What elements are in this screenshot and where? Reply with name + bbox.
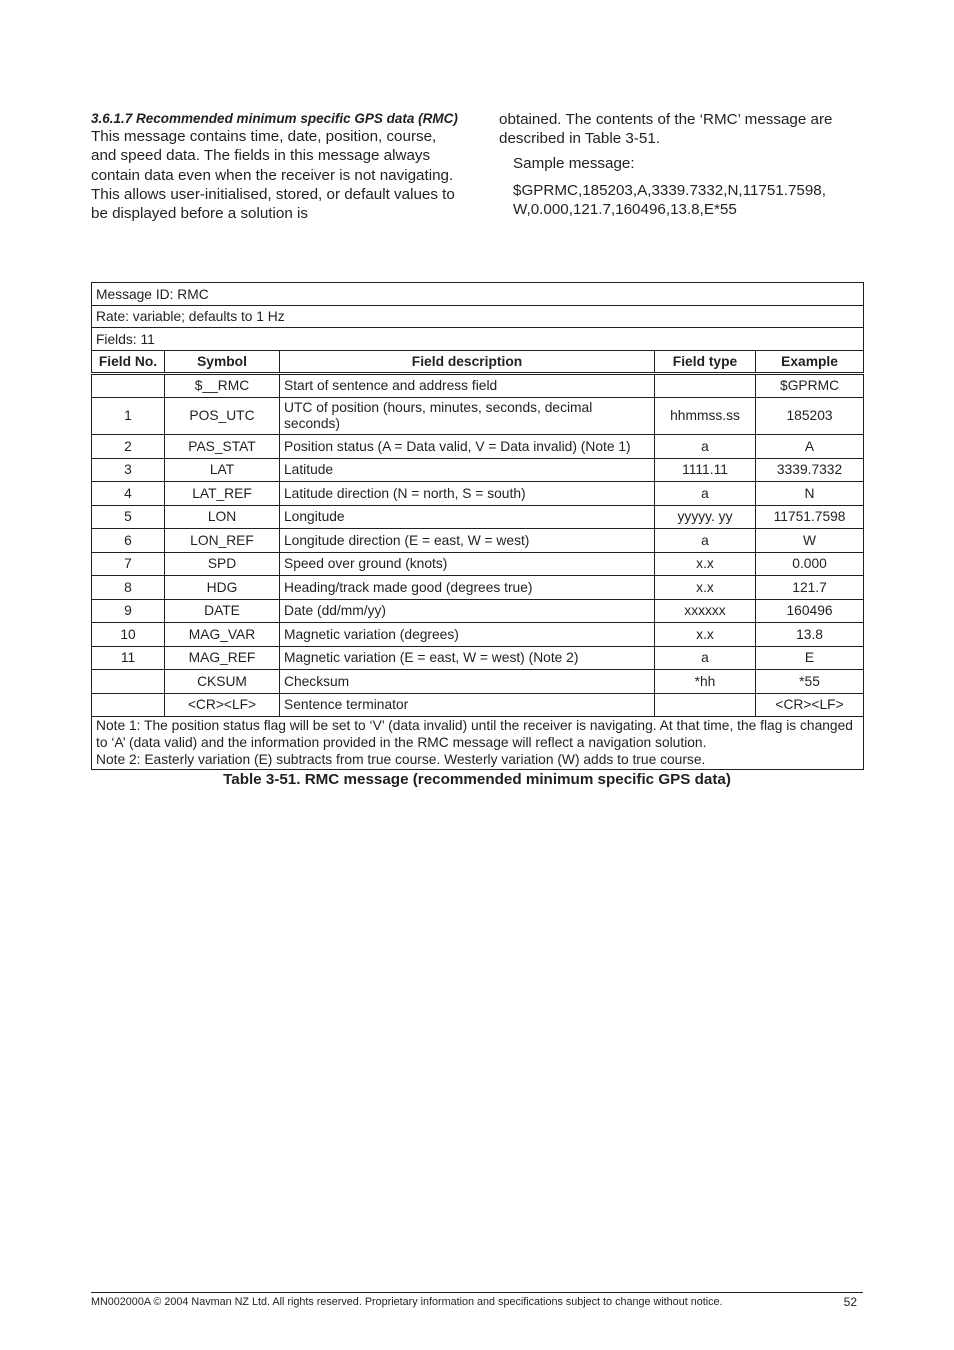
cell-field-no: 6 xyxy=(92,529,165,553)
table-caption: Table 3-51. RMC message (recommended minimum specific GPS data) xyxy=(223,771,731,788)
cell-field-no: 7 xyxy=(92,552,165,576)
cell-field-no: 8 xyxy=(92,576,165,600)
footer-copyright: MN002000A © 2004 Navman NZ Ltd. All rights reserved. Proprietary information and specifications subject to change without notice. xyxy=(91,1296,723,1308)
cell-description: UTC of position (hours, minutes, seconds, decimal seconds) xyxy=(280,398,655,435)
table-row xyxy=(92,693,864,717)
header-description: Field description xyxy=(280,350,655,373)
cell-field-no: 3 xyxy=(92,458,165,482)
cell-example: 13.8 xyxy=(756,623,864,647)
cell-description: Magnetic variation (degrees) xyxy=(280,623,655,647)
cell-symbol: LON xyxy=(165,505,280,529)
cell-example: 121.7 xyxy=(756,576,864,600)
table-row xyxy=(92,529,864,553)
cell-description: Latitude xyxy=(280,458,655,482)
table-row xyxy=(92,505,864,529)
header-type: Field type xyxy=(655,350,756,373)
cell-field-no: 4 xyxy=(92,482,165,506)
table-row xyxy=(92,623,864,647)
footer-divider xyxy=(91,1292,863,1293)
cell-description: Checksum xyxy=(280,670,655,694)
table-row xyxy=(92,398,864,435)
cell-symbol: LAT_REF xyxy=(165,482,280,506)
cell-description: Latitude direction (N = north, S = south) xyxy=(280,482,655,506)
header-symbol: Symbol xyxy=(165,350,280,373)
header-example: Example xyxy=(756,350,864,373)
cell-type: x.x xyxy=(655,552,756,576)
cell-example: *55 xyxy=(756,670,864,694)
cell-description: Speed over ground (knots) xyxy=(280,552,655,576)
page-number: 52 xyxy=(843,1295,857,1309)
table-info-row xyxy=(92,328,864,351)
table-row xyxy=(92,373,864,398)
cell-field-no: 10 xyxy=(92,623,165,647)
table-row xyxy=(92,646,864,670)
table-row xyxy=(92,482,864,506)
table-row xyxy=(92,670,864,694)
table-row xyxy=(92,435,864,459)
cell-symbol: HDG xyxy=(165,576,280,600)
note-1: Note 1: The position status flag will be set to ‘V’ (data invalid) until the receiver is navigating. At that time, the flag is changed to ‘A’ (data valid) and the information provided in the RMC message will reflect a navigation solution. xyxy=(96,718,853,750)
cell-field-no: 5 xyxy=(92,505,165,529)
message-id: Message ID: RMC xyxy=(92,283,864,306)
cell-symbol: LAT xyxy=(165,458,280,482)
cell-description: Heading/track made good (degrees true) xyxy=(280,576,655,600)
cell-description: Sentence terminator xyxy=(280,693,655,717)
cell-example: A xyxy=(756,435,864,459)
cell-type: x.x xyxy=(655,576,756,600)
sample-message: $GPRMC,185203,A,3339.7332,N,11751.7598, W,0.000,121.7,160496,13.8,E*55 xyxy=(513,181,826,219)
cell-example: 185203 xyxy=(756,398,864,435)
table-row xyxy=(92,552,864,576)
table-notes xyxy=(92,717,864,770)
cell-symbol: $__RMC xyxy=(165,373,280,398)
cell-description: Position status (A = Data valid, V = Data invalid) (Note 1) xyxy=(280,435,655,459)
cell-description: Start of sentence and address field xyxy=(280,373,655,398)
cell-description: Magnetic variation (E = east, W = west) (Note 2) xyxy=(280,646,655,670)
message-fields-count: Fields: 11 xyxy=(92,328,864,351)
cell-description: Date (dd/mm/yy) xyxy=(280,599,655,623)
cell-symbol: POS_UTC xyxy=(165,398,280,435)
message-rate: Rate: variable; defaults to 1 Hz xyxy=(92,305,864,328)
intro-paragraph-continued: obtained. The contents of the ‘RMC’ message are described in Table 3-51. xyxy=(499,111,833,148)
cell-example: W xyxy=(756,529,864,553)
header-field-no: Field No. xyxy=(92,350,165,373)
cell-example: <CR><LF> xyxy=(756,693,864,717)
cell-symbol: MAG_REF xyxy=(165,646,280,670)
cell-type xyxy=(655,373,756,398)
table-info-row xyxy=(92,305,864,328)
cell-example: 0.000 xyxy=(756,552,864,576)
right-column xyxy=(499,110,869,219)
note-2: Note 2: Easterly variation (E) subtracts from true course. Westerly variation (W) adds to true course. xyxy=(96,751,706,767)
cell-symbol: LON_REF xyxy=(165,529,280,553)
cell-type: 1111.11 xyxy=(655,458,756,482)
cell-field-no xyxy=(92,670,165,694)
cell-example: N xyxy=(756,482,864,506)
cell-field-no: 11 xyxy=(92,646,165,670)
cell-symbol: <CR><LF> xyxy=(165,693,280,717)
left-column xyxy=(91,110,463,223)
section-heading: 3.6.1.7 Recommended minimum specific GPS data (RMC) xyxy=(91,111,458,126)
cell-example: 11751.7598 xyxy=(756,505,864,529)
cell-type xyxy=(655,693,756,717)
intro-paragraph: This message contains time, date, position, course, and speed data. The fields in this message always contain data even when the receiver is not navigating. This allows user-initialised, stored, or default values to be displayed before a solution is xyxy=(91,128,455,223)
rmc-message-table xyxy=(91,282,864,770)
cell-type: yyyyy. yy xyxy=(655,505,756,529)
cell-symbol: PAS_STAT xyxy=(165,435,280,459)
cell-example: 3339.7332 xyxy=(756,458,864,482)
cell-type: a xyxy=(655,646,756,670)
cell-example: $GPRMC xyxy=(756,373,864,398)
cell-field-no xyxy=(92,373,165,398)
cell-description: Longitude xyxy=(280,505,655,529)
cell-symbol: DATE xyxy=(165,599,280,623)
cell-symbol: CKSUM xyxy=(165,670,280,694)
cell-type: *hh xyxy=(655,670,756,694)
table-row xyxy=(92,458,864,482)
table-notes-row xyxy=(92,717,864,770)
cell-description: Longitude direction (E = east, W = west) xyxy=(280,529,655,553)
cell-example: E xyxy=(756,646,864,670)
cell-type: x.x xyxy=(655,623,756,647)
cell-example: 160496 xyxy=(756,599,864,623)
cell-type: xxxxxx xyxy=(655,599,756,623)
table-header-row xyxy=(92,350,864,373)
cell-field-no xyxy=(92,693,165,717)
cell-symbol: SPD xyxy=(165,552,280,576)
table-row xyxy=(92,599,864,623)
cell-type: hhmmss.ss xyxy=(655,398,756,435)
sample-label: Sample message: xyxy=(513,154,635,172)
cell-type: a xyxy=(655,529,756,553)
table-row xyxy=(92,576,864,600)
cell-field-no: 1 xyxy=(92,398,165,435)
cell-symbol: MAG_VAR xyxy=(165,623,280,647)
cell-field-no: 9 xyxy=(92,599,165,623)
cell-type: a xyxy=(655,435,756,459)
table-info-row xyxy=(92,283,864,306)
cell-field-no: 2 xyxy=(92,435,165,459)
cell-type: a xyxy=(655,482,756,506)
